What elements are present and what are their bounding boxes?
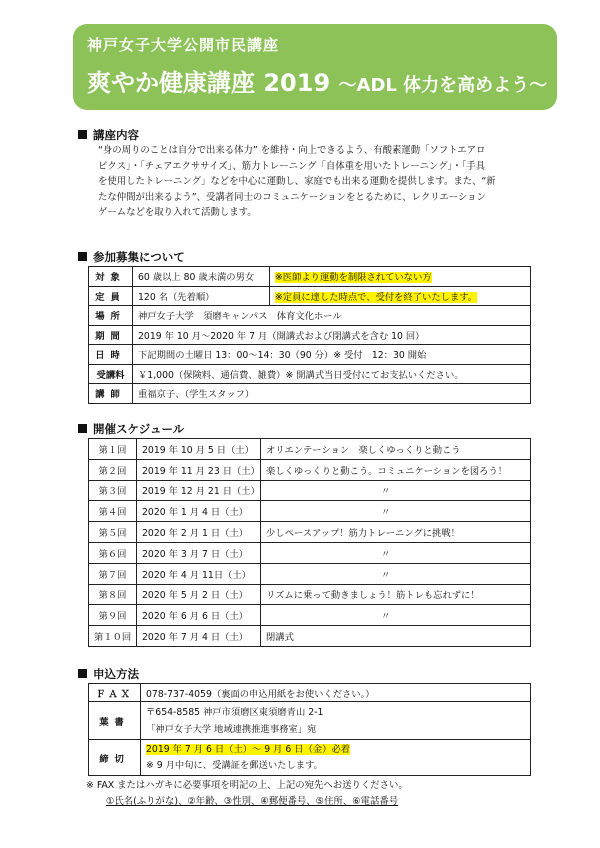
deadline-value: 2019 年 7 月 6 日（土）～ 9 月 6 日（金）必着 [146, 743, 351, 755]
table-row [89, 364, 531, 384]
fax-value: 078-737-4059（裏面の申込用紙をお使いください。） [141, 684, 531, 702]
session-content: リズムに乗って動きましょう！筋トレも忘れずに！ [261, 584, 531, 605]
session-content: 〃 [261, 605, 531, 626]
session-date: 2020 年 3 月 7 日（土） [137, 542, 261, 563]
row-label: 期間 [89, 325, 133, 345]
postcard-line: 「神戸女子大学 地域連携推進事務室」宛 [146, 724, 317, 735]
session-content: 楽しくゆっくりと動こう。コミュニケーションを図ろう！ [261, 459, 531, 480]
row-value: 下記期間の土曜日 13：00～14：30（90 分）※ 受付 12：30 開始 [133, 345, 531, 365]
banner-title-main: 爽やか健康講座 2019 [87, 69, 331, 97]
session-date: 2020 年 2 月 1 日（土） [137, 522, 261, 543]
session-number: 第７回 [89, 563, 137, 584]
table-row [89, 702, 531, 740]
square-bullet-icon [78, 424, 87, 433]
table-row [89, 286, 531, 306]
row-value: ￥1,000（保険料、通信費、雑費）※ 開講式当日受付にてお支払いください。 [133, 364, 531, 384]
table-row [89, 480, 531, 501]
schedule-table [88, 438, 531, 647]
session-date: 2020 年 5 月 2 日（土） [137, 584, 261, 605]
section-heading-recruit: 参加募集について [78, 249, 185, 265]
row-note [270, 267, 531, 287]
table-row [89, 325, 531, 345]
session-content: オリエンテーション 楽しくゆっくりと動こう [261, 439, 531, 460]
footer-note: ※ FAX またはハガキに必要事項を明記の上、上記の宛先へお送りください。 [86, 780, 408, 791]
session-date: 2020 年 7 月 4 日（土） [137, 626, 261, 647]
row-label: 日時 [89, 345, 133, 365]
session-date: 2019 年 12 月 21 日（土） [137, 480, 261, 501]
row-label: 締切 [89, 740, 141, 776]
table-row [89, 542, 531, 563]
row-label: 対象 [89, 267, 133, 287]
table-row [89, 459, 531, 480]
required-items: ①氏名(ふりがな)、②年齢、③性別、④郵便番号、⑤住所、⑥電話番号 [106, 796, 399, 807]
row-note [270, 286, 531, 306]
table-row [89, 501, 531, 522]
recruit-table [88, 266, 531, 404]
row-value: 2019 年 10 月～2020 年 7 月（開講式および閉講式を含む 10 回） [133, 325, 531, 345]
row-value: 60 歳以上 80 歳未満の男女 [133, 267, 270, 287]
session-number: 第３回 [89, 480, 137, 501]
title-banner [73, 24, 557, 110]
table-row [89, 626, 531, 647]
session-number: 第１０回 [89, 626, 137, 647]
square-bullet-icon [78, 130, 87, 139]
session-content: 〃 [261, 480, 531, 501]
row-label: ＦＡＸ [89, 684, 141, 702]
square-bullet-icon [78, 252, 87, 261]
postcard-line: 〒654-8585 神戸市須磨区東須磨青山 2-1 [146, 707, 324, 718]
highlight-note: ※医師より運動を制限されていない方 [275, 272, 432, 284]
table-row [89, 306, 531, 326]
table-row [89, 439, 531, 460]
session-content: 〃 [261, 563, 531, 584]
table-row [89, 522, 531, 543]
row-value: 重福京子、（学生スタッフ） [133, 384, 531, 404]
intro-line: ビクス」・「チェアエクササイズ」、筋力トレーニング「自体重を用いたトレーニング」・「手具 [98, 160, 486, 172]
banner-title-tail: ～ADL 体力を高めよう～ [338, 75, 548, 96]
session-date: 2019 年 11 月 23 日（土） [137, 459, 261, 480]
table-row [89, 684, 531, 702]
table-row [89, 605, 531, 626]
session-content: 少しペースアップ！筋力トレーニングに挑戦！ [261, 522, 531, 543]
deadline-cell [141, 740, 531, 776]
deadline-note: ※ 9 月中旬に、受講証を郵送いたします。 [146, 759, 323, 771]
table-row [89, 584, 531, 605]
session-content: 〃 [261, 542, 531, 563]
square-bullet-icon [78, 669, 87, 678]
session-date: 2019 年 10 月 5 日（土） [137, 439, 261, 460]
row-value: 神戸女子大学 須磨キャンパス 体育文化ホール [133, 306, 531, 326]
postcard-address [141, 702, 531, 740]
section-heading-apply: 申込方法 [78, 666, 139, 682]
table-row [89, 740, 531, 776]
session-content: 〃 [261, 501, 531, 522]
intro-line: ゲームなどを取り入れて活動します。 [98, 207, 257, 218]
banner-subtitle: 神戸女子大学公開市民講座 [87, 36, 280, 54]
table-row [89, 563, 531, 584]
session-number: 第５回 [89, 522, 137, 543]
session-number: 第９回 [89, 605, 137, 626]
intro-line: を使用したトレーニング」などを中心に運動し、家庭でも出来る運動を提供します。また、“新 [98, 176, 496, 187]
row-label: 定員 [89, 286, 133, 306]
session-number: 第６回 [89, 542, 137, 563]
table-row [89, 384, 531, 404]
intro-line: “身の周りのことは自分で出来る体力” を維持・向上できるよう、有酸素運動「ソフトエアロ [98, 145, 486, 156]
session-number: 第１回 [89, 439, 137, 460]
row-value: 120 名（先着順） [133, 286, 270, 306]
session-number: 第２回 [89, 459, 137, 480]
section-heading-schedule: 開催スケジュール [78, 421, 184, 437]
session-date: 2020 年 4 月 11日（土） [137, 563, 261, 584]
row-label: 場所 [89, 306, 133, 326]
session-content: 閉講式 [261, 626, 531, 647]
intro-line: たな仲間が出来るよう”、受講者同士のコミュニケーションをとるために、レクリエーション [98, 191, 486, 203]
session-date: 2020 年 1 月 4 日（土） [137, 501, 261, 522]
table-row [89, 267, 531, 287]
session-number: 第４回 [89, 501, 137, 522]
row-label: 受講料 [89, 364, 133, 384]
highlight-note: ※定員に達した時点で、受付を終了いたします。 [275, 291, 478, 303]
intro-text [98, 143, 538, 221]
section-heading-content: 講座内容 [78, 127, 139, 143]
apply-table [88, 683, 531, 776]
session-date: 2020 年 6 月 6 日（土） [137, 605, 261, 626]
row-label: 葉書 [89, 702, 141, 740]
row-label: 講師 [89, 384, 133, 404]
banner-title [87, 63, 548, 98]
session-number: 第８回 [89, 584, 137, 605]
table-row [89, 345, 531, 365]
